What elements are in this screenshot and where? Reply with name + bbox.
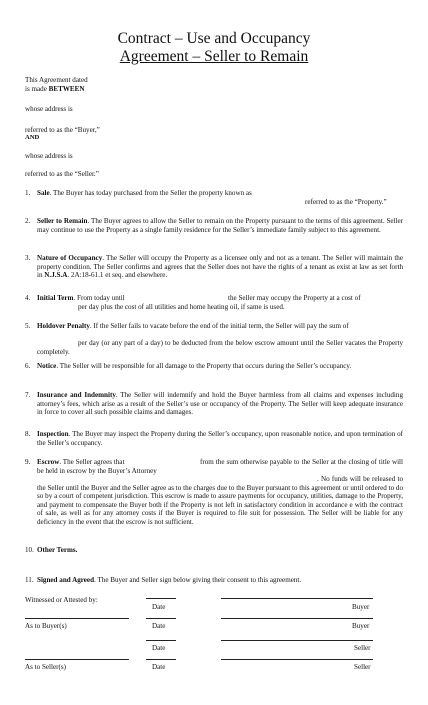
section-1-body: The Buyer has today purchased from the Seller the property known as [53, 189, 252, 197]
witness-seller-line [25, 659, 129, 660]
section-7-body: The Seller will indemnify and hold the Buyer harmless from all claims and expenses including attorney’s fees, which arise as a result of the Seller’s use or occupancy of the Property. The Seller will keep adequate insurance in force to cover all such possible claims and damages. [37, 391, 403, 417]
section-6-title: Notice [37, 362, 57, 370]
section-5-title: Holdover Penalty [37, 322, 90, 330]
section-1-number: 1. [25, 189, 31, 197]
section-9-body: The Seller agrees that [62, 458, 125, 466]
agreement-dated-label: This Agreement dated [25, 76, 88, 84]
date-line-top [146, 598, 176, 599]
section-9-line-1b: from the sum otherwise payable to the Seller at the closing of title will be held in escrow by the Buyer’s Attorney [37, 458, 403, 475]
date-label-1: Date [152, 603, 166, 611]
section-5-line-2: per day (or any part of a day) to be deducted from the below escrow amount until the Seller vacates the Property completely. [37, 339, 403, 356]
section-9-line-1: Escrow. The Seller agrees that [37, 458, 125, 466]
section-1-title: Sale [37, 189, 50, 197]
section-9-rest: . No funds will be released to the Seller until the Buyer and the Seller agree as to the charges due to the Buyer pursuant to this agreement or until ordered to do so by a court of competent jurisdiction. This escrow is made to assure payments for occupancy, utilities, damage to the Property, and payment to compensate the Buyer both if the Property is not left in satisfactory condition in accordance e with the contract of sale, as well as for any attorney costs if the Buyer is required to file suit for possession. The Seller will be liable for any deficiency in the event that the escrow is not sufficient. [37, 475, 403, 526]
section-1-text: Sale. The Buyer has today purchased from the Seller the property known as [37, 189, 252, 197]
date-label-4: Date [152, 663, 166, 671]
section-3-number: 3. [25, 254, 31, 262]
and-keyword: AND [25, 134, 40, 141]
between-keyword: BETWEEN [48, 85, 85, 93]
date-line-4 [146, 659, 176, 660]
section-4-body: From today until [77, 294, 125, 302]
section-5-number: 5. [25, 322, 31, 330]
section-1 [25, 189, 403, 209]
seller-label-2: Seller [354, 663, 371, 671]
section-8-title: Inspection [37, 430, 69, 438]
page-title-line-1: Contract – Use and Occupancy [117, 30, 311, 47]
section-8-body: The Buyer may inspect the Property during the Seller’s occupancy, upon reasonable notice, and upon termination of the Seller’s occupancy. [37, 430, 403, 447]
date-line-3 [146, 640, 176, 641]
section-5-body: If the Seller fails to vacate before the end of the initial term, the Seller will pay the sum of [93, 322, 349, 330]
section-7-number: 7. [25, 391, 31, 399]
second-address-label: whose address is [25, 152, 73, 160]
section-4 [25, 294, 403, 314]
section-3-title: Nature of Occupancy [37, 254, 103, 262]
section-1-property-ref: referred to as the “Property.” [305, 198, 387, 206]
page-title-line-2: Agreement – Seller to Remain [119, 48, 309, 65]
section-11-number: 11. [25, 576, 34, 584]
section-10-number: 10. [25, 546, 34, 554]
section-11-body: The Buyer and Seller sign below giving their consent to this agreement. [97, 576, 302, 584]
section-2-body: The Buyer agrees to allow the Seller to remain on the Property pursuant to the terms of this agreement. Seller may continue to use the Property as a single family residence for the Seller’s immediate family subject to this agreement. [37, 217, 403, 234]
as-to-buyers-label: As to Buyer(s) [25, 622, 67, 630]
seller-reference: referred to as the “Seller.” [25, 170, 99, 178]
seller-signature-line-1 [221, 640, 373, 641]
section-11-text: Signed and Agreed. The Buyer and Seller sign below giving their consent to this agreement. [37, 576, 302, 584]
buyer-label-1: Buyer [352, 603, 370, 611]
section-3-body-end: . 2A:18-61.1 et seq. and elsewhere. [67, 271, 168, 280]
buyer-signature-line-2 [221, 618, 373, 619]
section-4-per-day: per day plus the cost of all utilities and home heating oil, if same is used. [78, 303, 285, 311]
section-7-title: Insurance and Indemnity [37, 391, 116, 399]
section-4-line-1: Initial Term. From today until [37, 294, 125, 302]
section-2-title: Seller to Remain [37, 217, 88, 225]
section-9-title: Escrow [37, 458, 60, 466]
section-8-text: Inspection. The Buyer may inspect the Property during the Seller’s occupancy, upon reasonable notice, and upon termination of the Seller’s occupancy. [37, 430, 403, 447]
section-7-text: Insurance and Indemnity. The Seller will indemnify and hold the Buyer harmless from all claims and expenses including attorney’s fees, which arise as a result of the Seller’s use or occupancy of the Property. The Seller will keep adequate insurance in force to cover all such possible claims and damages. [37, 391, 403, 417]
as-to-sellers-label: As to Seller(s) [25, 663, 66, 671]
date-label-3: Date [152, 644, 166, 652]
seller-label-1: Seller [354, 644, 371, 652]
made-between-pre: is made [25, 85, 49, 93]
buyer-label-2: Buyer [352, 622, 370, 630]
section-10-title: Other Terms. [37, 546, 78, 554]
section-2-number: 2. [25, 217, 31, 225]
section-4-title: Initial Term [37, 294, 74, 302]
date-line-2 [146, 618, 176, 619]
section-8-number: 8. [25, 430, 31, 438]
section-6-text: Notice. The Seller will be responsible for all damage to the Property that occurs during the Seller’s occupancy. [37, 362, 352, 370]
section-4-number: 4. [25, 294, 31, 302]
first-address-label: whose address is [25, 105, 73, 113]
made-between-line [25, 85, 85, 94]
section-2-text: Seller to Remain. The Buyer agrees to allow the Seller to remain on the Property pursuant to the terms of this agreement. Seller may continue to use the Property as a single family residence for the Seller’s immediate family subject to this agreement. [37, 217, 403, 234]
section-3-text: Nature of Occupancy. The Seller will occupy the Property as a licensee only and not as a tenant. The Seller will maintain the property condition. The Seller confirms and agrees that the Seller does not have the rights of a tenant as exist at law as set forth in N.J.S.A. 2A:18-61.1 et seq. and elsewhere. [37, 254, 403, 280]
seller-signature-line-2 [221, 659, 373, 660]
buyer-reference: referred to as the “Buyer,” [25, 126, 100, 134]
section-5-line-1: Holdover Penalty. If the Seller fails to vacate before the end of the initial term, the Seller will pay the sum of [37, 322, 349, 330]
date-label-2: Date [152, 622, 166, 630]
section-3-body: The Seller will occupy the Property as a licensee only and not as a tenant. The Seller will maintain the property condition. The Seller confirms and agrees that the Seller does not have the rights of a tenant as exist at law as set forth in [37, 254, 403, 280]
section-11-title: Signed and Agreed [37, 576, 95, 584]
section-4-cost: the Seller may occupy the Property at a cost of [228, 294, 361, 302]
witnessed-label: Witnessed or Attested by: [25, 596, 98, 604]
section-6-number: 6. [25, 362, 31, 370]
section-6-body: The Seller will be responsible for all damage to the Property that occurs during the Seller’s occupancy. [59, 362, 352, 370]
section-9-number: 9. [25, 458, 31, 466]
section-10-text [37, 546, 403, 555]
section-3-statute: N.J.S.A [44, 271, 68, 280]
witness-buyer-line [25, 618, 129, 619]
buyer-signature-line-top [221, 598, 373, 599]
